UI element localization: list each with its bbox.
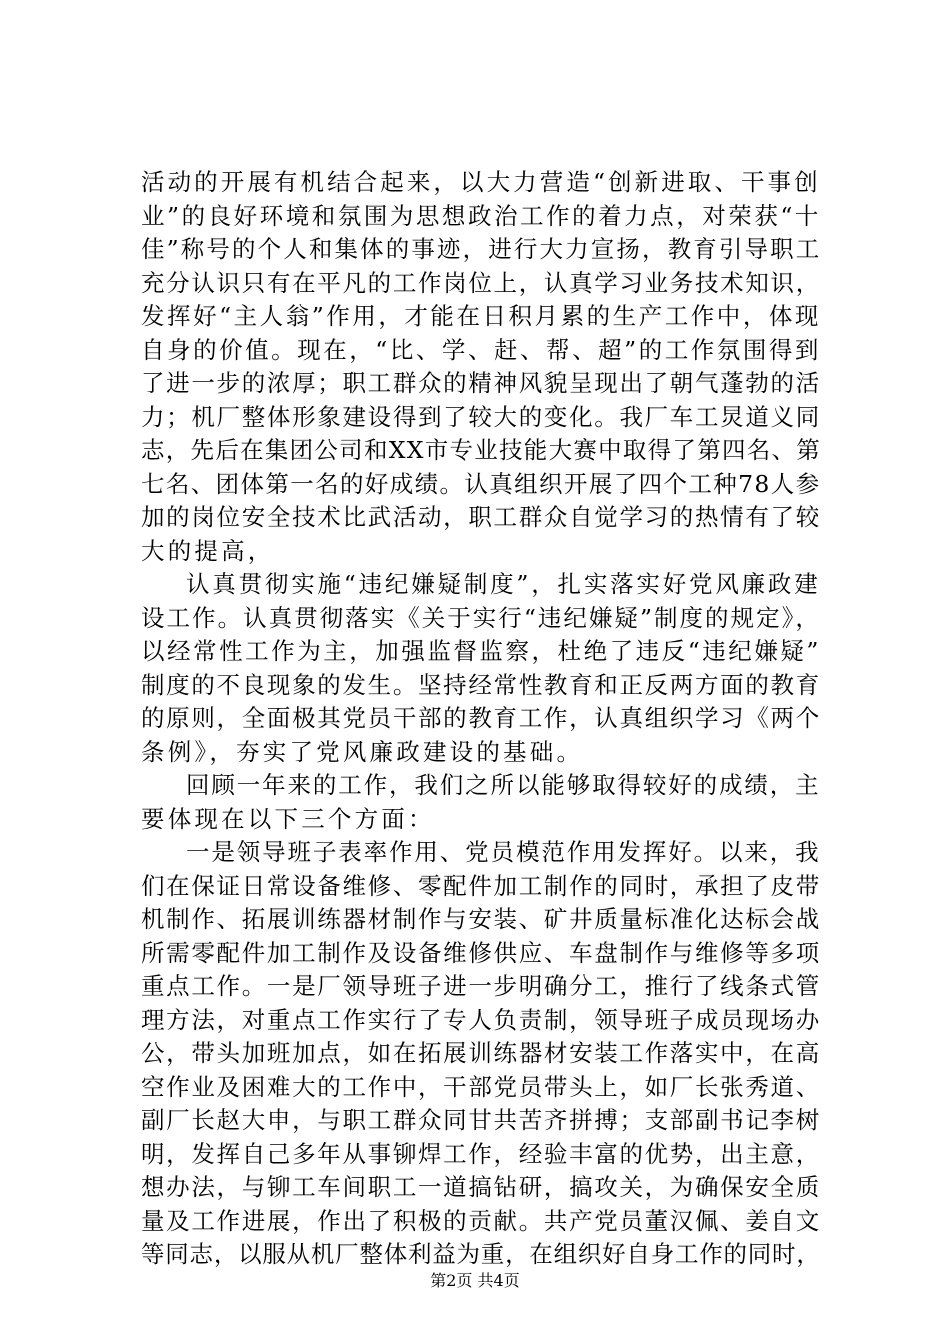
text-line: 副厂长赵大申，与职工群众同甘共苦齐拼搏；支部副书记李树 (141, 1106, 821, 1134)
text-line: 了进一步的浓厚；职工群众的精神风貌呈现出了朝气蓬勃的活 (141, 369, 821, 397)
text-line: 设工作。认真贯彻落实《关于实行“违纪嫌疑”制度的规定》， (141, 603, 821, 632)
text-line: 空作业及困难大的工作中，干部党员带头上，如厂长张秀道、 (141, 1072, 821, 1101)
text-line: 公，带头加班加点，如在拓展训练器材安装工作落实中，在高 (141, 1039, 821, 1067)
text-line: 所需零配件加工制作及设备维修供应、车盘制作与维修等多项 (141, 938, 821, 967)
text-line: 加的岗位安全技术比武活动，职工群众自觉学习的热情有了较 (141, 503, 821, 531)
page-footer (0, 1268, 950, 1291)
text-line: 佳”称号的个人和集体的事迹，进行大力宣扬，教育引导职工 (141, 235, 822, 263)
text-line: 充分认识只有在平凡的工作岗位上，认真学习业务技术知识， (141, 268, 821, 297)
text-line: 机制作、拓展训练器材制作与安装、矿井质量标准化达标会战 (141, 905, 821, 933)
text-line: 想办法，与铆工车间职工一道搞钻研，搞攻关，为确保安全质 (141, 1173, 821, 1201)
text-line: 七名、团体第一名的好成绩。认真组织开展了四个工种78人参 (141, 469, 821, 498)
text-line: 业”的良好环境和氛围为思想政治工作的着力点，对荣获“十 (141, 201, 821, 230)
text-line: 明，发挥自己多年从事铆焊工作，经验丰富的优势，出主意， (141, 1139, 821, 1168)
text-line: 大的提高， (141, 536, 275, 565)
text-line: 活动的开展有机结合起来，以大力营造“创新进取、干事创 (141, 168, 821, 196)
text-line: 等同志，以服从机厂整体利益为重，在组织好自身工作的同时， (141, 1240, 821, 1268)
text-line: 以经常性工作为主，加强监督监察，杜绝了违反“违纪嫌疑” (141, 637, 821, 665)
text-line: 回顾一年来的工作，我们之所以能够取得较好的成绩，主 (186, 771, 821, 799)
text-line: 力；机厂整体形象建设得到了较大的变化。我厂车工炅道义同 (141, 402, 821, 431)
text-line: 制度的不良现象的发生。坚持经常性教育和正反两方面的教育 (141, 670, 821, 699)
text-line: 条例》，夯实了党风廉政建设的基础。 (141, 737, 584, 766)
text-line: 志，先后在集团公司和XX市专业技能大赛中取得了第四名、第 (141, 436, 822, 464)
text-line: 一是领导班子表率作用、党员模范作用发挥好。以来，我 (186, 838, 821, 866)
text-line: 要体现在以下三个方面： (141, 804, 435, 833)
text-line: 认真贯彻实施“违纪嫌疑制度”，扎实落实好党风廉政建 (186, 570, 821, 598)
page-number-label: 第2页 共4页 (430, 1271, 520, 1290)
text-line: 自身的价值。现在，“比、学、赶、帮、超”的工作氛围得到 (141, 335, 821, 364)
text-line: 理方法，对重点工作实行了专人负责制，领导班子成员现场办 (141, 1005, 821, 1034)
text-line: 的原则，全面极其党员干部的教育工作，认真组织学习《两个 (141, 704, 821, 732)
text-line: 重点工作。一是厂领导班子进一步明确分工，推行了线条式管 (141, 972, 821, 1000)
text-line: 们在保证日常设备维修、零配件加工制作的同时，承担了皮带 (141, 871, 821, 900)
text-line: 发挥好“主人翁”作用，才能在日积月累的生产工作中，体现 (141, 302, 821, 330)
document-body (141, 166, 821, 1272)
text-line: 量及工作进展，作出了积极的贡献。共产党员董汉佩、姜自文 (141, 1206, 821, 1235)
